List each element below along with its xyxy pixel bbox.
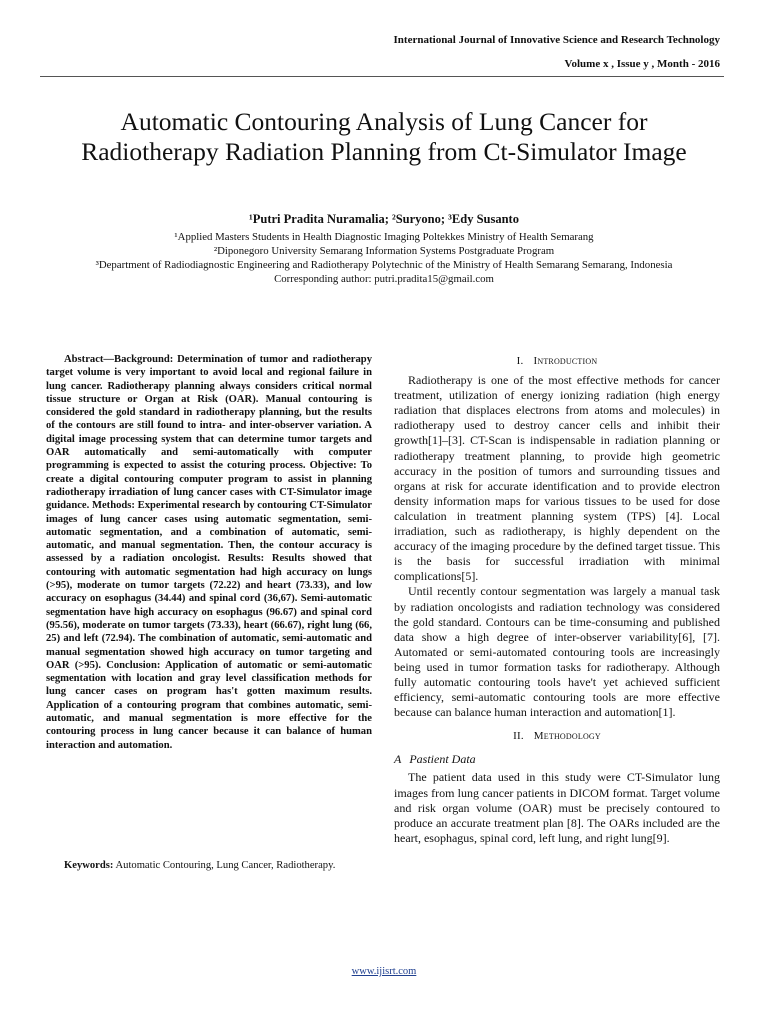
section-number: II. (513, 730, 524, 743)
abstract (46, 353, 372, 752)
keywords-text: Automatic Contouring, Lung Cancer, Radiotherapy. (113, 860, 336, 871)
affiliations (80, 230, 688, 286)
section-number: I. (516, 355, 524, 367)
right-column (394, 354, 720, 846)
affiliation-2: ²Diponegoro University Semarang Information Systems Postgraduate Program (213, 245, 555, 257)
subsection-heading (394, 752, 720, 767)
affiliation-3: ³Department of Radiodiagnostic Engineering and Radiotherapy Polytechnic of the Ministry of Health Semarang Semarang, Indonesia (95, 259, 673, 271)
paper-title: Automatic Contouring Analysis of Lung Cancer for Radiotherapy Radiation Planning from Ct-Simulator Image (81, 107, 687, 167)
section-title: Introduction (533, 355, 598, 367)
keywords (46, 859, 372, 872)
section-heading-introduction (394, 354, 720, 369)
journal-url-link[interactable]: www.ijisrt.com (351, 966, 417, 977)
section-heading-methodology (394, 729, 720, 744)
methodology-paragraph-1: The patient data used in this study were CT-Simulator lung images from lung cancer patients in DICOM format. Target volume and risk organ volume (OAR) must be precisely contoured to produce an accurate treatment plan [8]. The OARs included are the heart, esophagus, spinal cord, left lung, and right lung[9]. (394, 770, 720, 845)
intro-paragraph-1: Radiotherapy is one of the most effective methods for cancer treatment, utilization of energy ionizing radiation (high energy radiation that displaces electrons from atoms and molecules) in radiotherapy used to destroy cancer cells and inhibit their growth[1]–[3]. CT-Scan is indispensable in radiation planning or radiotherapy treatment planning, to provide high geometric accuracy in the position of tumors and surrounding tissues and organs at risk for accurate identification and to provide electron density information maps for various tissues to be used for dose calculation in treatment planning system (TPS) [4]. Local irradiation, such as radiotherapy, is highly dependent on the accuracy of the imaging procedure by the defined target tissue. This is the basis for successful irradiation with minimal complications[5]. (394, 373, 720, 584)
abstract-text: Abstract—Background: Determination of tumor and radiotherapy target volume is very important to avoid local and regional failure in lung cancer. Radiotherapy planning always considers critical normal tissue structure or Organ at Risk (OAR). Manual contouring is considered the gold standard in radiotherapy planning, but the results of the contours are still found to intra- and inter-observer variation. A digital image processing system that can determine tumor targets and OAR automatically and semi-automatically with computer programming is expected to assist the coturing process. Objective: To create a digital contouring computer program to assist in planning radiotherapy irradiation of lung cancer cases with CT-Simulator image guidance. Methods: Experimental research by contouring CT-Simulator images of lung cancer cases using automatic segmentation, semi-automatic segmentation, and a combination of automatic, semi-automatic, and manual segmentation. Then, the contour accuracy is assessed by a radiation oncologist. Results: Results showed that contouring with automatic segmentation had high accuracy on lungs (>95), moderate on tumor targets (72.22) and heart (73.33), and low accuracy on esophagus (34.44) and spinal cord (36,67). Semi-automatic segmentation have high accuracy on esophagus (96.67) and spinal cord (95.56), moderate on tumor targets (73.33), heart (66.67), right lung (66, 25) and left (72.94). The combination of automatic, semi-automatic and manual segmentation showed high accuracy on tumor targeting and OAR (>95). Conclusion: Application of automatic or semi-automatic segmentation with location and gray level classification methods for lung cancer cases on program has't gotten maximum results. Application of a contouring program that combines automatic, semi-automatic, and manual segmentation is more effective for the contouring process in lung cancer because it can balance of human interaction and automation. (46, 354, 372, 751)
corresponding-author: Corresponding author: putri.pradita15@gmail.com (274, 273, 494, 285)
subsection-letter: A (394, 752, 402, 767)
volume-info: Volume x , Issue y , Month - 2016 (564, 58, 720, 70)
keywords-label: Keywords: (64, 860, 114, 871)
section-title: Methodology (533, 730, 601, 743)
subsection-title: Pastient Data (409, 752, 476, 767)
affiliation-1: ¹Applied Masters Students in Health Diagnostic Imaging Poltekkes Ministry of Health Semarang (174, 231, 594, 243)
header-rule (40, 76, 724, 77)
intro-paragraph-2: Until recently contour segmentation was largely a manual task by radiation oncologists and radiation technology was considered the gold standard. Contours can be time-consuming and published data show a high degree of inter-observer variability[6], [7]. Automated or semi-automated contouring tools are increasingly being used in tumor formation tasks for radiotherapy. Although fully automatic contouring tools have't yet achieved sufficient efficiency, semi-automatic contouring tools are more effective because can balance human interaction and automation[1]. (394, 584, 720, 720)
footer (0, 966, 768, 977)
author-list: ¹Putri Pradita Nuramalia; ²Suryono; ³Edy Susanto (249, 212, 519, 226)
journal-name: International Journal of Innovative Science and Research Technology (393, 34, 720, 46)
